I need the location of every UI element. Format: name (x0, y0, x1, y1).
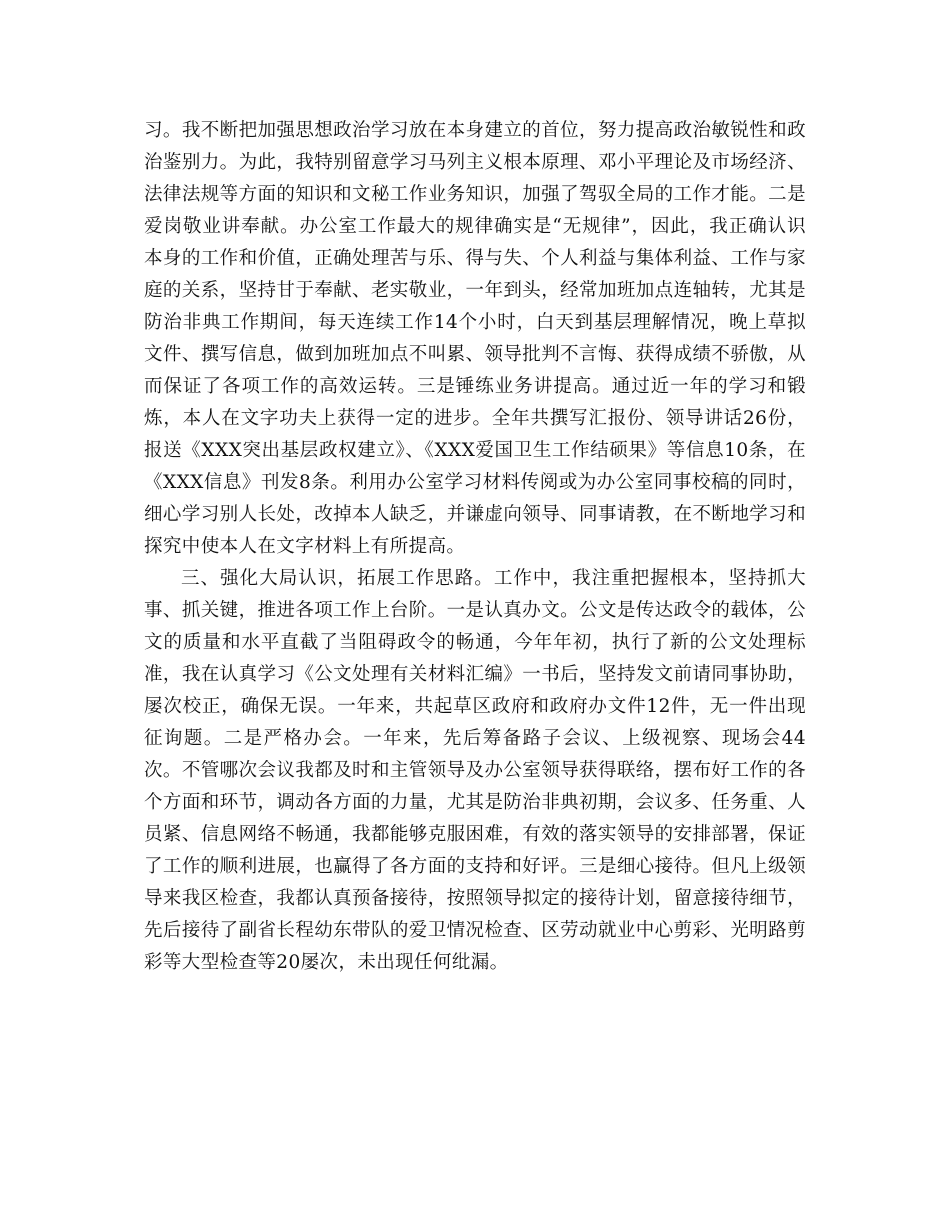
document-body (144, 115, 806, 979)
paragraph-section-three: 三、强化大局认识，拓展工作思路。工作中，我注重把握根本，坚持抓大事、抓关键，推进各项工作上台阶。一是认真办文。公文是传达政令的载体，公文的质量和水平直截了当阻碍政令的畅通，今年年初，执行了新的公文处理标准，我在认真学习《公文处理有关材料汇编》一书后，坚持发文前请同事协助，屡次校正，确保无误。一年来，共起草区政府和政府办文件12件，无一件出现征询题。二是严格办会。一年来，先后筹备路子会议、上级视察、现场会44次。不管哪次会议我都及时和主管领导及办公室领导获得联络，摆布好工作的各个方面和环节，调动各方面的力量，尤其是防治非典初期，会议多、任务重、人员紧、信息网络不畅通，我都能够克服困难，有效的落实领导的安排部署，保证了工作的顺利进展，也赢得了各方面的支持和好评。三是细心接待。但凡上级领导来我区检查，我都认真预备接待，按照领导拟定的接待计划，留意接待细节，先后接待了副省长程幼东带队的爱卫情况检查、区劳动就业中心剪彩、光明路剪彩等大型检查等20屡次，未出现任何纰漏。 (144, 568, 806, 973)
paragraph-continued: 习。我不断把加强思想政治学习放在本身建立的首位，努力提高政治敏锐性和政治鉴别力。为此，我特别留意学习马列主义根本原理、邓小平理论及市场经济、法律法规等方面的知识和文秘工作业务知识，加强了驾驭全局的工作才能。二是爱岗敬业讲奉献。办公室工作最大的规律确实是“无规律”，因此，我正确认识本身的工作和价值，正确处理苦与乐、得与失、个人利益与集体利益、工作与家庭的关系，坚持甘于奉献、老实敬业，一年到头，经常加班加点连轴转，尤其是防治非典工作期间，每天连续工作14个小时，白天到基层理解情况，晚上草拟文件、撰写信息，做到加班加点不叫累、领导批判不言悔、获得成绩不骄傲，从而保证了各项工作的高效运转。三是锤练业务讲提高。通过近一年的学习和锻炼，本人在文字功夫上获得一定的进步。全年共撰写汇报份、领导讲话26份，报送《XXX突出基层政权建立》、《XXX爱国卫生工作结硕果》等信息10条，在《XXX信息》刊发8条。利用办公室学习材料传阅或为办公室同事校稿的同时，细心学习别人长处，改掉本人缺乏，并谦虚向领导、同事请教，在不断地学习和探究中使本人在文字材料上有所提高。 (144, 120, 806, 557)
